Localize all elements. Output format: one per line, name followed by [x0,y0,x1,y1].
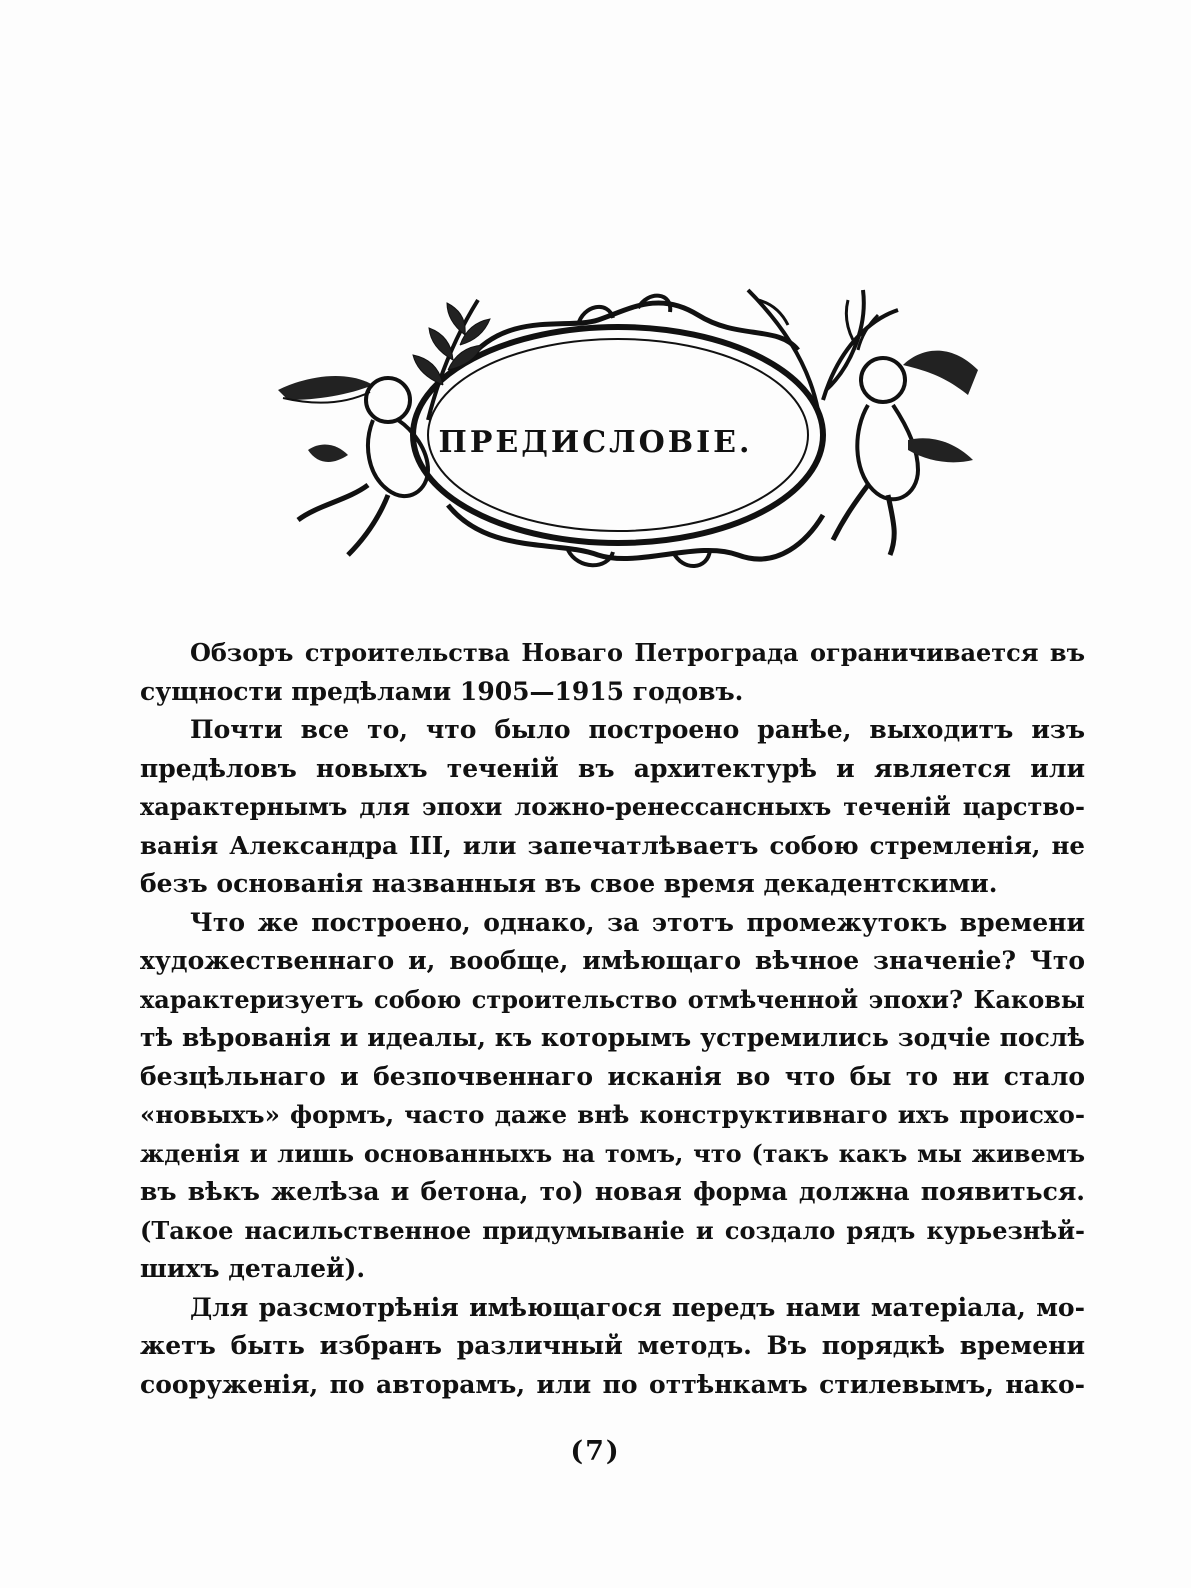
text-line: художественнаго и, вообще, имѣющаго вѣчное значеніе? Что [140,946,1085,975]
body-text [140,634,1085,1404]
text-line: предѣловъ новыхъ теченій въ архитектурѣ и является или [140,753,1085,783]
text-line: сущности предѣлами 1905—1915 годовъ. [140,676,744,706]
chapter-title: ПРЕДИСЛОВІЕ. [438,425,753,460]
text-line: (Такое насильственное придумываніе и создало рядъ курьезнѣй- [140,1215,1085,1245]
text-line: сооруженія, по авторамъ, или по оттѣнкамъ стилевымъ, нако- [140,1369,1085,1399]
page-number: (7) [570,1436,621,1467]
text-line: шихъ деталей). [140,1254,366,1283]
text-line: Для разсмотрѣнія имѣющагося передъ нами матеріала, мо- [190,1292,1085,1322]
text-line: Что же построено, однако, за этотъ промежутокъ времени [190,907,1085,937]
text-line: въ вѣкъ желѣза и бетона, то) новая форма должна появиться. [140,1177,1085,1206]
text-line: характеризуетъ собою строительство отмѣченной эпохи? Каковы [140,984,1085,1014]
text-line: безцѣльнаго и безпочвеннаго исканія во что бы то ни стало [140,1061,1085,1091]
text-line: жденія и лишь основанныхъ на томъ, что (такъ какъ мы живемъ [140,1138,1085,1168]
text-line: ванія Александра III, или запечатлѣваетъ собою стремленія, не [140,830,1085,860]
left-cherub [278,376,428,555]
text-line: тѣ вѣрованія и идеалы, къ которымъ устремились зодчіе послѣ [140,1023,1085,1052]
text-line: жетъ быть избранъ различный методъ. Въ порядкѣ времени [140,1331,1085,1360]
text-line: Почти все то, что было построено ранѣе, выходитъ изъ [190,715,1085,744]
text-line: Обзоръ строительства Новаго Петрограда ограничивается въ [190,638,1085,667]
text-line: безъ основанія названныя въ свое время декадентскими. [140,869,998,898]
text-line: «новыхъ» формъ, часто даже внѣ конструктивнаго ихъ происхо- [140,1100,1085,1129]
text-line: характернымъ для эпохи ложно-ренессансныхъ теченій царство- [140,792,1085,821]
